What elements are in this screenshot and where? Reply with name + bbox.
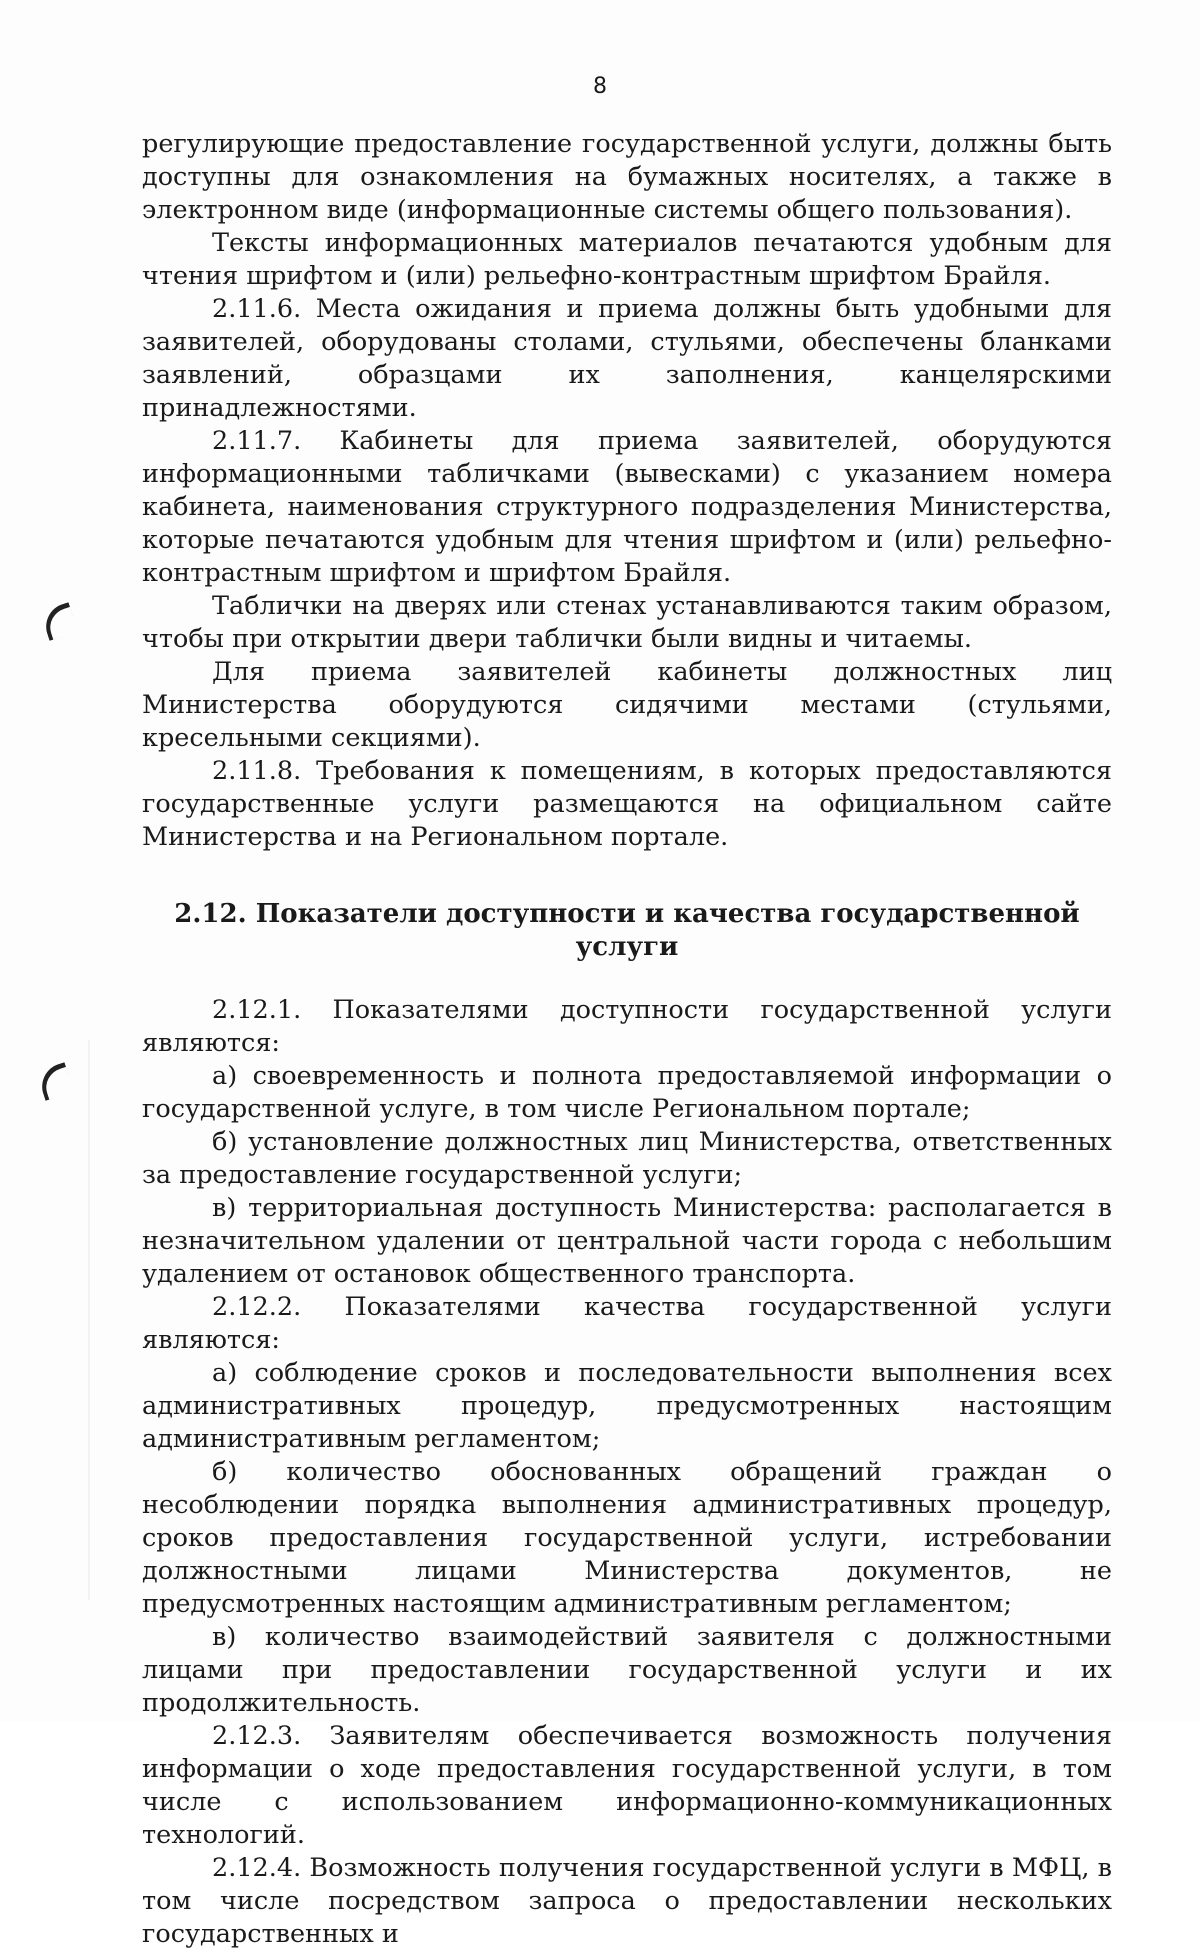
body-paragraph: а) соблюдение сроков и последовательности выполнения всех административных процедур, предусмотренных настоящим административным регламентом; xyxy=(142,1358,1112,1454)
page-fold-shadow xyxy=(88,1040,90,1600)
paragraphs-before-heading xyxy=(142,128,1112,854)
paragraphs-after-heading xyxy=(142,994,1112,1951)
body-paragraph: Таблички на дверях или стенах устанавливаются таким образом, чтобы при открытии двери таблички были видны и читаемы. xyxy=(142,591,1112,654)
body-paragraph: Для приема заявителей кабинеты должностных лиц Министерства оборудуются сидячими местами (стульями, кресельными секциями). xyxy=(142,657,1112,753)
body-paragraph: регулирующие предоставление государственной услуги, должны быть доступны для ознакомления на бумажных носителях, а также в электронном виде (информационные системы общего пользования). xyxy=(142,129,1112,225)
document-body xyxy=(142,128,1112,1951)
section-heading: 2.12. Показатели доступности и качества государственной услуги xyxy=(174,899,1080,962)
body-paragraph: 2.11.6. Места ожидания и приема должны быть удобными для заявителей, оборудованы столами, стульями, обеспечены бланками заявлений, образцами их заполнения, канцелярскими принадлежностями. xyxy=(142,294,1112,423)
body-paragraph: б) количество обоснованных обращений граждан о несоблюдении порядка выполнения административных процедур, сроков предоставления государственной услуги, истребовании должностными лицами Министерства документов, не предусмотренных настоящим административным регламентом; xyxy=(142,1457,1112,1619)
body-paragraph: 2.11.7. Кабинеты для приема заявителей, оборудуются информационными табличками (вывесками) с указанием номера кабинета, наименования структурного подразделения Министерства, которые печатаются удобным для чтения шрифтом и (или) рельефно-контрастным шрифтом и шрифтом Брайля. xyxy=(142,426,1112,588)
body-paragraph: б) установление должностных лиц Министерства, ответственных за предоставление государственной услуги; xyxy=(142,1127,1112,1190)
punch-hole-mark xyxy=(40,602,78,641)
body-paragraph: 2.12.1. Показателями доступности государственной услуги являются: xyxy=(142,995,1112,1058)
body-paragraph: 2.12.4. Возможность получения государственной услуги в МФЦ, в том числе посредством запроса о предоставлении нескольких государственных и xyxy=(142,1853,1112,1949)
body-paragraph: в) количество взаимодействий заявителя с должностными лицами при предоставлении государственной услуги и их продолжительность. xyxy=(142,1622,1112,1718)
body-paragraph: 2.11.8. Требования к помещениям, в которых предоставляются государственные услуги размещаются на официальном сайте Министерства и на Региональном портале. xyxy=(142,756,1112,852)
body-paragraph: Тексты информационных материалов печатаются удобным для чтения шрифтом и (или) рельефно-контрастным шрифтом Брайля. xyxy=(142,228,1112,291)
body-paragraph: а) своевременность и полнота предоставляемой информации о государственной услуге, в том числе Региональном портале; xyxy=(142,1061,1112,1124)
body-paragraph: 2.12.3. Заявителям обеспечивается возможность получения информации о ходе предоставления государственной услуги, в том числе с использованием информационно-коммуникационных технологий. xyxy=(142,1721,1112,1850)
punch-hole-mark xyxy=(36,1062,74,1101)
body-paragraph: в) территориальная доступность Министерства: располагается в незначительном удалении от центральной части города с небольшим удалением от остановок общественного транспорта. xyxy=(142,1193,1112,1289)
page-number: 8 xyxy=(593,74,607,99)
body-paragraph: 2.12.2. Показателями качества государственной услуги являются: xyxy=(142,1292,1112,1355)
